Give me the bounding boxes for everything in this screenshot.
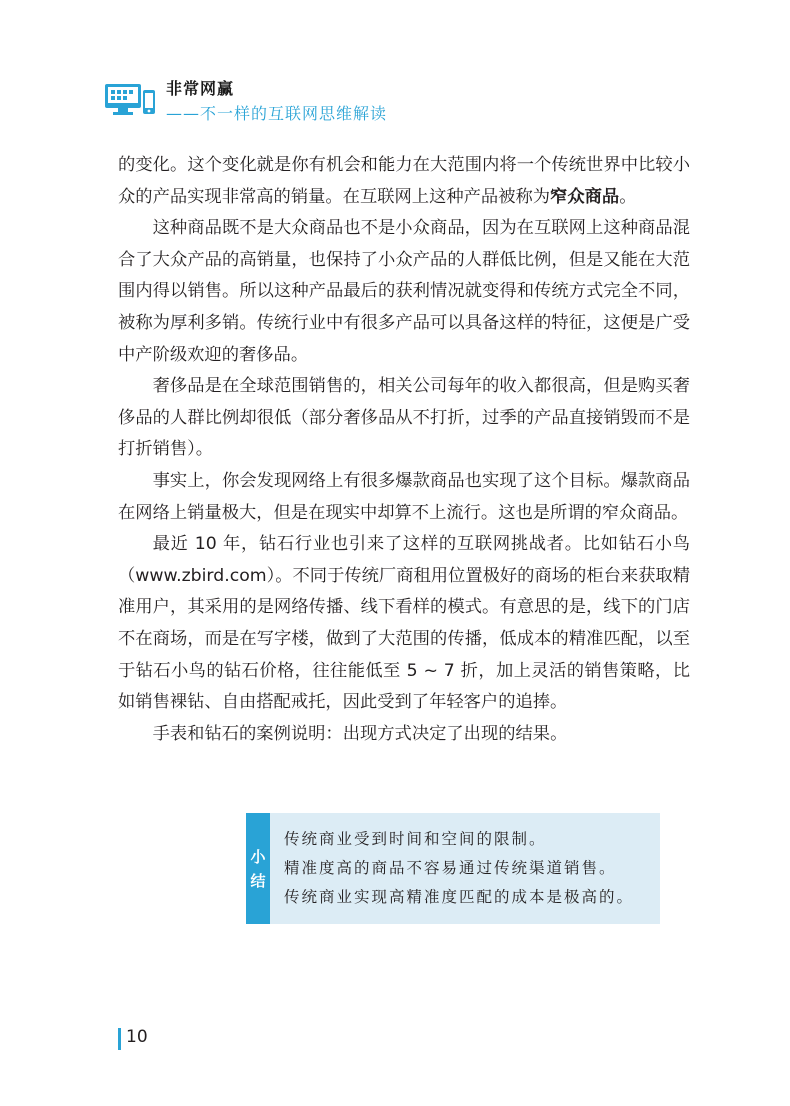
- summary-lines: [284, 825, 634, 912]
- summary-tag-char-2: 结: [250, 871, 266, 890]
- paragraph-1-text: 的变化。这个变化就是你有机会和能力在大范围内将一个传统世界中比较小众的产品实现非常高的销量。在互联网上这种产品被称为: [118, 155, 690, 207]
- book-title: 非常网赢: [166, 79, 235, 98]
- paragraph-5: 最近 10 年，钻石行业也引来了这样的互联网挑战者。比如钻石小鸟（www.zbird.com）。不同于传统厂商租用位置极好的商场的柜台来获取精准用户，其采用的是网络传播、线下看样的模式。有意思的是，线下的门店不在商场，而是在写字楼，做到了大范围的传播，低成本的精准匹配，以至于钻石小鸟的钻石价格，往往能低至 5 ~ 7 折，加上灵活的销售策略，比如销售裸钻、自由搭配戒托，因此受到了年轻客户的追捧。: [118, 534, 690, 713]
- paragraph-1-end: 。: [619, 186, 637, 207]
- paragraph-6: 手表和钻石的案例说明：出现方式决定了出现的结果。: [152, 723, 568, 744]
- summary-line: 精准度高的商品不容易通过传统渠道销售。: [284, 859, 617, 877]
- paragraph-4: 事实上，你会发现网络上有很多爆款商品也实现了这个目标。爆款商品在网络上销量极大，但是在现实中却算不上流行。这也是所谓的窄众商品。: [118, 470, 690, 523]
- book-subtitle: ——不一样的互联网思维解读: [166, 104, 388, 123]
- summary-line: 传统商业受到时间和空间的限制。: [284, 830, 547, 848]
- body-text: [118, 150, 690, 750]
- summary-tag-char-1: 小: [250, 847, 266, 866]
- paragraph-3: 奢侈品是在全球范围销售的，相关公司每年的收入都很高，但是购买奢侈品的人群比例却很低（部分奢侈品从不打折，过季的产品直接销毁而不是打折销售）。: [118, 376, 690, 460]
- computer-phone-icon: [104, 82, 156, 116]
- paragraph-2: 这种商品既不是大众商品也不是小众商品，因为在互联网上这种商品混合了大众产品的高销量，也保持了小众产品的人群低比例，但是又能在大范围内得以销售。所以这种产品最后的获利情况就变得和传统方式完全不同，被称为厚利多销。传统行业中有很多产品可以具备这样的特征，这便是广受中产阶级欢迎的奢侈品。: [118, 218, 690, 365]
- summary-tag: [246, 813, 270, 924]
- summary-line: 传统商业实现高精准度匹配的成本是极高的。: [284, 888, 635, 906]
- running-header: [104, 74, 524, 134]
- page-number-marker: [118, 1028, 121, 1050]
- summary-box: [246, 813, 660, 924]
- page-number: 10: [126, 1027, 148, 1047]
- key-term: 窄众商品: [550, 186, 620, 207]
- paragraph-1: [118, 150, 690, 213]
